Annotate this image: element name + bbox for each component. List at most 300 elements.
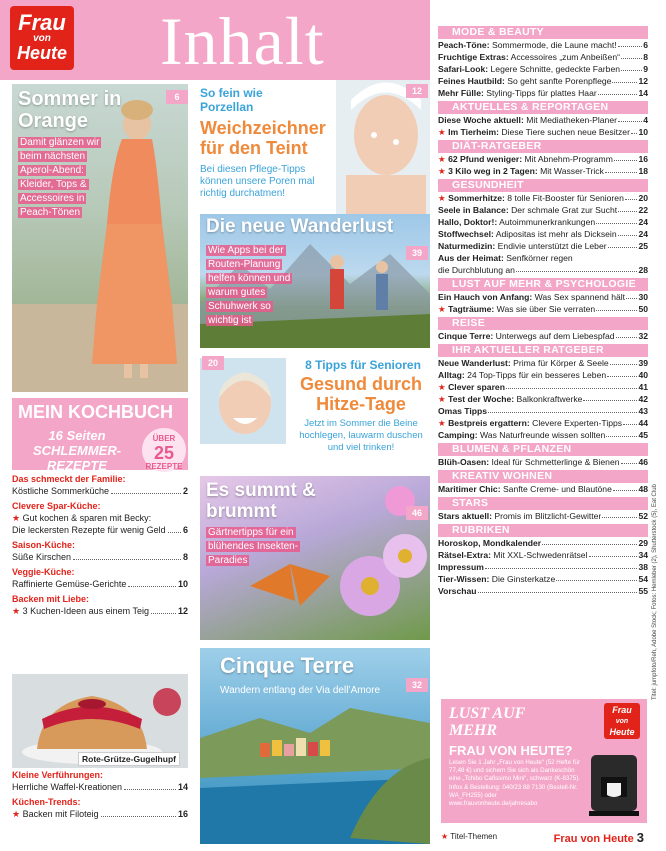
toc-row-desc: Prima für Körper & Seele	[510, 358, 609, 368]
leader-dots	[610, 357, 638, 365]
toc-row[interactable]	[438, 369, 648, 381]
toc-row-desc: Mit XXL-Schwedenrätsel	[491, 550, 588, 560]
toc-row-text	[438, 165, 604, 177]
toc-row[interactable]	[438, 561, 648, 573]
toc-row-desc: 24 Top-Tipps für ein besseres Leben	[464, 370, 607, 380]
page-number: 2	[182, 486, 188, 496]
leader-dots	[614, 153, 638, 161]
toc-section	[438, 278, 648, 315]
panel-title: Cinque Terre	[220, 653, 355, 678]
kochbuch-row-title: Raffinierte Gemüse-Gerichte	[12, 579, 127, 589]
leader-dots	[596, 216, 637, 224]
toc-section	[438, 317, 648, 342]
toc-row-keyword: Rätsel-Extra:	[438, 550, 492, 560]
toc-row-desc: Balkonkraftwerke	[514, 394, 583, 404]
toc-row-keyword: Stars aktuell:	[438, 511, 492, 521]
page-number-badge: 46	[406, 506, 428, 520]
toc-row-desc: 8 tolle Fit-Booster für Senioren	[504, 193, 624, 203]
toc-section-header: STARS	[438, 497, 648, 510]
leader-dots	[485, 561, 638, 569]
toc-row-desc: Accessoires „zum Anbeißen“	[508, 52, 620, 62]
toc-row-text	[438, 417, 622, 429]
toc-row[interactable]	[438, 165, 648, 177]
toc-row[interactable]	[438, 393, 648, 405]
toc-section	[438, 443, 648, 468]
toc-row-desc: Mit Abnehm-Programm	[522, 154, 613, 164]
toc-row-text	[438, 39, 617, 51]
toc-row-keyword: Tier-Wissen:	[438, 574, 490, 584]
page-number: 54	[638, 574, 648, 584]
toc-row-keyword: Blüh-Oasen:	[438, 457, 490, 467]
star-icon: ★	[438, 193, 449, 203]
leader-dots	[488, 405, 637, 413]
recipe-count-badge: ÜBER 25 REZEPTE	[142, 428, 186, 472]
toc-section	[438, 470, 648, 495]
kochbuch-row[interactable]	[12, 578, 188, 590]
panel-wanderlust[interactable]	[200, 214, 430, 348]
toc-row[interactable]	[438, 429, 648, 441]
toc-row-desc: Mit Wasser-Trick	[537, 166, 604, 176]
toc-row[interactable]	[438, 204, 648, 216]
toc-row[interactable]	[438, 264, 648, 276]
toc-section	[438, 524, 648, 597]
page-number: 50	[638, 304, 648, 314]
leader-dots	[151, 605, 176, 614]
toc-row[interactable]	[438, 252, 648, 264]
panel-kicker: 8 Tipps für Senioren	[305, 358, 421, 372]
leader-dots	[596, 303, 637, 311]
kochbuch-row-text	[12, 524, 166, 536]
page-number-badge: 39	[406, 246, 428, 260]
toc-row-keyword: Omas Tipps	[438, 406, 488, 416]
star-icon: ★	[441, 832, 449, 841]
toc-row-keyword: Sommerhitze:	[448, 193, 505, 203]
toc-row[interactable]	[438, 240, 648, 252]
toc-row[interactable]	[438, 87, 648, 99]
toc-row-desc: die Durchblutung an	[438, 265, 515, 275]
footer: Frau von Heute 3	[553, 830, 644, 845]
leader-dots	[618, 39, 643, 47]
toc-row-text	[438, 585, 477, 597]
leader-dots	[612, 75, 637, 83]
page-number: 25	[638, 241, 648, 251]
page-number: 12	[177, 606, 188, 616]
toc-row[interactable]	[438, 510, 648, 522]
toc-row[interactable]	[438, 381, 648, 393]
kochbuch-row-title: Die leckersten Rezepte für wenig Geld	[12, 525, 166, 535]
page-number: 48	[638, 484, 648, 494]
toc-row-text	[438, 369, 606, 381]
toc-row-desc: Sanfte Creme- und Blautöne	[500, 484, 612, 494]
leader-dots	[556, 573, 637, 581]
kochbuch-row[interactable]	[12, 524, 188, 536]
toc-row-text	[438, 192, 624, 204]
page-number: 4	[643, 115, 648, 125]
toc-row-keyword: Cinque Terre:	[438, 331, 494, 341]
toc-section-header: BLUMEN & PFLANZEN	[438, 443, 648, 456]
toc-row-text	[438, 264, 515, 276]
toc-section-header: RUBRIKEN	[438, 524, 648, 537]
toc-row-desc: Mit Mediatheken-Planer	[523, 115, 617, 125]
toc-row-text	[438, 483, 612, 495]
star-icon: ★	[438, 418, 449, 428]
toc-row-text	[438, 381, 505, 393]
toc-row-text	[438, 75, 611, 87]
toc-row-keyword: Test der Woche:	[448, 394, 515, 404]
page-number: 29	[638, 538, 648, 548]
toc-section	[438, 26, 648, 99]
kochbuch-list	[12, 473, 188, 617]
toc-row-text	[438, 204, 617, 216]
toc-section	[438, 140, 648, 177]
toc-row-text	[438, 63, 620, 75]
kochbuch-row-title: Herrliche Waffel-Kreationen	[12, 782, 123, 792]
ad-title: LUST AUF MEHR	[449, 705, 526, 739]
toc-row[interactable]	[438, 216, 648, 228]
toc-row[interactable]	[438, 456, 648, 468]
panel-subtitle: Gärtnertipps für ein blühendes Insekten-Paradies	[208, 527, 299, 566]
toc-row[interactable]	[438, 75, 648, 87]
toc-row-keyword: Aus der Heimat:	[438, 253, 504, 263]
toc-row[interactable]	[438, 114, 648, 126]
toc-row[interactable]	[438, 537, 648, 549]
toc-row-keyword: Tagträume:	[448, 304, 495, 314]
toc-row-keyword: Clever sparen	[448, 382, 505, 392]
page-number: 16	[638, 154, 648, 164]
toc-row[interactable]	[438, 330, 648, 342]
toc-row-keyword: Peach-Töne:	[438, 40, 490, 50]
kochbuch-row[interactable]	[12, 605, 188, 617]
toc-row-desc: Unterwegs auf dem Liebespfad	[493, 331, 615, 341]
leader-dots	[626, 291, 637, 299]
toc-row-text	[438, 303, 595, 315]
star-icon: ★	[12, 606, 23, 616]
leader-dots	[621, 456, 638, 464]
leader-dots	[124, 781, 176, 790]
toc-section-header: IHR AKTUELLER RATGEBER	[438, 344, 648, 357]
kochbuch-category: Küchen-Trends:	[12, 797, 81, 807]
page-number-badge: 12	[406, 84, 428, 98]
leader-dots	[631, 126, 638, 134]
kochbuch-category: Kleine Verführungen:	[12, 770, 104, 780]
leader-dots	[542, 537, 637, 545]
panel-title: Es summt & brummt	[206, 480, 316, 522]
star-icon: ★	[12, 513, 23, 523]
toc-row-keyword: Hallo, Doktor!:	[438, 217, 498, 227]
panel-subtitle: Jetzt im Sommer die Beine hochlegen, lauwarm duschen und viel trinken!	[299, 418, 423, 453]
toc-row[interactable]	[438, 291, 648, 303]
toc-row-desc: Was Naturfreunde wissen sollten	[477, 430, 606, 440]
kochbuch-row-title: Backen mit Filoteig	[22, 809, 99, 819]
toc-row[interactable]	[438, 63, 648, 75]
toc-row-text	[438, 291, 625, 303]
star-icon: ★	[12, 809, 23, 819]
kochbuch-row-text	[12, 485, 109, 497]
page-number: 3	[636, 830, 644, 845]
toc-row-desc: Was sie über Sie verraten	[494, 304, 596, 314]
leader-dots	[613, 483, 638, 491]
page-number: 40	[638, 370, 648, 380]
page-number: 30	[638, 292, 648, 302]
toc-row-desc: Endivie unterstützt die Leber	[495, 241, 607, 251]
leader-dots	[506, 381, 637, 389]
toc-row-text	[438, 573, 555, 585]
page-number: 45	[638, 430, 648, 440]
panel-sommer[interactable]	[12, 84, 188, 392]
toc-row-text	[438, 537, 541, 549]
star-icon: ★	[438, 154, 449, 164]
kochbuch-row-title: Gut kochen & sparen mit Becky:	[22, 513, 152, 523]
ad-question: FRAU VON HEUTE?	[449, 743, 573, 758]
page-number: 18	[638, 166, 648, 176]
page-number: 10	[638, 127, 648, 137]
toc-row-text	[438, 126, 630, 138]
toc-row[interactable]	[438, 405, 648, 417]
page-number: 28	[638, 265, 648, 275]
kochbuch-row[interactable]	[12, 781, 188, 793]
leader-dots	[516, 264, 638, 272]
leader-dots	[623, 417, 637, 425]
toc-row-text	[438, 510, 601, 522]
toc-row-text	[438, 429, 605, 441]
page-number: 42	[638, 394, 648, 404]
toc-row[interactable]	[438, 549, 648, 561]
kochbuch-row-text	[12, 578, 126, 590]
toc-row-text	[438, 561, 484, 573]
panel-porzellan[interactable]	[196, 80, 430, 214]
panel-senioren[interactable]	[200, 354, 430, 472]
toc-row-text	[438, 549, 588, 561]
toc-row[interactable]	[438, 573, 648, 585]
toc-row[interactable]	[438, 357, 648, 369]
page-number: 43	[638, 406, 648, 416]
toc-row-keyword: Naturmedizin:	[438, 241, 496, 251]
toc-row-keyword: Feines Hautbild:	[438, 76, 505, 86]
toc-row-desc: Autoimmunerkrankungen	[497, 217, 596, 227]
toc-row-desc: Styling-Tipps für plattes Haar	[483, 88, 597, 98]
toc-row[interactable]	[438, 126, 648, 138]
toc-row[interactable]	[438, 585, 648, 597]
photo-credit: Titel: jumpfoto/Reh, Adobe Stock; Fotos: Hemleber (2), Shutterstock (5), Eat Club	[652, 484, 658, 700]
toc-section-header: GESUNDHEIT	[438, 179, 648, 192]
toc-row-text	[438, 216, 595, 228]
leader-dots	[478, 585, 638, 593]
toc-row-keyword: Diese Woche aktuell:	[438, 115, 524, 125]
kochbuch-category: Clevere Spar-Küche:	[12, 501, 101, 511]
page-number: 41	[638, 382, 648, 392]
panel-summt[interactable]	[200, 476, 430, 640]
toc-row-keyword: Im Tierheim:	[448, 127, 500, 137]
page-number: 44	[638, 418, 648, 428]
coffee-machine-icon	[587, 753, 643, 817]
toc-row-keyword: Alltag:	[438, 370, 465, 380]
toc-row-keyword: Vorschau	[438, 586, 477, 596]
toc-row-keyword: 3 Kilo weg in 2 Tagen:	[448, 166, 538, 176]
toc-row-keyword: Camping:	[438, 430, 478, 440]
leader-dots	[606, 429, 637, 437]
ad-body: Lesen Sie 1 Jahr „Frau von Heute“ (52 Hefte für 77,48 €) und sichern Sie sich als Dankeschön eine „Tchibo Cafissimo Mini“, schwarz (K-8375). Infos & Bestellung: 040/23 88 7130 (Bestell-Nr. WA_FH255) oder www.frauvonheute.de/jahresabo	[449, 759, 581, 808]
kochbuch-row[interactable]	[12, 485, 188, 497]
star-icon: ★	[438, 127, 449, 137]
toc-row[interactable]	[438, 228, 648, 240]
toc-row-desc: Ideal für Schmetterlinge & Bienen	[489, 457, 620, 467]
leader-dots	[621, 63, 642, 71]
toc-row-keyword: Mehr Fülle:	[438, 88, 484, 98]
leader-dots	[618, 114, 642, 122]
page-number: 8	[182, 552, 188, 562]
legend: ★ Titel-Themen	[441, 832, 498, 841]
page-number: 9	[643, 64, 648, 74]
page-number: 16	[177, 809, 188, 819]
table-of-contents	[438, 26, 648, 599]
leader-dots	[73, 551, 181, 560]
toc-row-keyword: Ein Hauch von Anfang:	[438, 292, 533, 302]
toc-row[interactable]	[438, 51, 648, 63]
toc-row-text	[438, 87, 597, 99]
page-number: 14	[638, 88, 648, 98]
toc-section-header: REISE	[438, 317, 648, 330]
cake-label: Rote-Grütze-Gugelhupf	[78, 752, 180, 766]
kochbuch-title: MEIN KOCHBUCH	[12, 398, 188, 426]
toc-section-header: MODE & BEAUTY	[438, 26, 648, 39]
leader-dots	[616, 330, 638, 338]
leader-dots	[625, 192, 638, 200]
leader-dots	[111, 485, 181, 494]
panel-subtitle: Damit glänzen wir beim nächsten Aperol-Abend: Kleider, Tops & Accessoires in Peach-Tönen	[20, 137, 100, 218]
toc-row-keyword: Stoffwechsel:	[438, 229, 494, 239]
star-icon: ★	[438, 394, 449, 404]
page-number: 22	[638, 205, 648, 215]
toc-row-desc: Der schmale Grat zur Sucht	[508, 205, 618, 215]
page-number: 8	[643, 52, 648, 62]
toc-row-desc: Senfkörner regen	[503, 253, 573, 263]
toc-row[interactable]	[438, 483, 648, 495]
kochbuch-row-title: 3 Kuchen-Ideen aus einem Teig	[22, 606, 149, 616]
page-number: 38	[638, 562, 648, 572]
page-title: Inhalt	[160, 3, 325, 79]
kochbuch-row-text	[12, 512, 151, 524]
frau-von-heute-logo: Frau von Heute	[10, 6, 74, 70]
toc-row-text	[438, 228, 617, 240]
leader-dots	[605, 165, 638, 173]
toc-row-keyword: Horoskop, Mondkalender	[438, 538, 542, 548]
leader-dots	[618, 228, 638, 236]
panel-subtitle: Wandern entlang der Via dell’Amore	[220, 685, 381, 696]
page-number: 6	[643, 40, 648, 50]
toc-row-desc: Promis im Blitzlicht-Gewitter	[491, 511, 602, 521]
leader-dots	[589, 549, 638, 557]
kochbuch-list-2	[12, 766, 188, 820]
kochbuch-row[interactable]	[12, 808, 188, 820]
cake-photo	[12, 674, 188, 768]
toc-row-desc: So geht sanfte Porenpflege	[504, 76, 612, 86]
page-number-badge: 6	[166, 90, 188, 104]
panel-title: Sommer in Orange	[18, 88, 122, 132]
page-number: 34	[638, 550, 648, 560]
toc-row[interactable]	[438, 303, 648, 315]
toc-row-text	[438, 153, 613, 165]
page-number-badge: 20	[202, 356, 224, 370]
toc-row[interactable]	[438, 39, 648, 51]
leader-dots	[607, 369, 637, 377]
toc-row[interactable]	[438, 192, 648, 204]
page-number-badge: 32	[406, 678, 428, 692]
page-number: 6	[182, 525, 188, 535]
toc-row-desc: Clevere Experten-Tipps	[529, 418, 623, 428]
page-number: 24	[638, 229, 648, 239]
leader-dots	[583, 393, 637, 401]
toc-row-text	[438, 405, 487, 417]
toc-row-desc: Die Ginsterkatze	[489, 574, 556, 584]
page-number: 39	[638, 358, 648, 368]
toc-row-keyword: Fruchtige Extras:	[438, 52, 509, 62]
page-number: 46	[638, 457, 648, 467]
panel-cinque[interactable]	[200, 648, 430, 844]
kochbuch-row-text	[12, 551, 71, 563]
toc-row[interactable]	[438, 153, 648, 165]
toc-row-keyword: Seele in Balance:	[438, 205, 509, 215]
kochbuch-category: Das schmeckt der Familie:	[12, 474, 126, 484]
page-number: 20	[638, 193, 648, 203]
page-number: 55	[638, 586, 648, 596]
leader-dots	[608, 240, 638, 248]
toc-row-keyword: Safari-Look:	[438, 64, 489, 74]
toc-section-header: AKTUELLES & REPORTAGEN	[438, 101, 648, 114]
leader-dots	[168, 524, 181, 533]
kochbuch-row-title: Köstliche Sommerküche	[12, 486, 110, 496]
toc-row-text	[438, 240, 607, 252]
toc-row[interactable]	[438, 417, 648, 429]
toc-row-text	[438, 357, 609, 369]
panel-title: Gesund durch Hitze-Tage	[299, 374, 422, 414]
panel-subtitle: Bei diesen Pflege-Tipps können unsere Poren mal richtig durchatmen!	[200, 164, 315, 199]
toc-section-header: LUST AUF MEHR & PSYCHOLOGIE	[438, 278, 648, 291]
page-number: 12	[638, 76, 648, 86]
toc-row-text	[438, 252, 573, 264]
leader-dots	[618, 204, 637, 212]
toc-section	[438, 179, 648, 276]
kochbuch-row[interactable]	[12, 551, 188, 563]
ad-logo: Frau von Heute	[604, 703, 640, 739]
kochbuch-row-text	[12, 605, 149, 617]
leader-dots	[598, 87, 638, 95]
kochbuch-row[interactable]	[12, 512, 188, 524]
toc-row-desc: Sommermode, die Laune macht!	[489, 40, 617, 50]
toc-row-keyword: Bestpreis ergattern:	[448, 418, 530, 428]
leader-dots	[602, 510, 637, 518]
toc-row-text	[438, 330, 615, 342]
kochbuch-subtitle: 16 Seiten SCHLEMMER-REZEPTE	[12, 426, 188, 470]
panel-subtitle: Wie Apps bei der Routen-Planung helfen können und warum gutes Schuhwerk so wichtig ist	[208, 245, 291, 326]
toc-row-keyword: 62 Pfund weniger:	[448, 154, 523, 164]
toc-row-desc: Legere Schnitte, gedeckte Farben	[488, 64, 620, 74]
toc-row-desc: Diese Tiere suchen neue Besitzer	[499, 127, 630, 137]
panel-title: Weichzeichner für den Teint	[200, 118, 326, 158]
page-number: 10	[177, 579, 188, 589]
toc-row-desc: Adipositas ist mehr als Dicksein	[493, 229, 617, 239]
toc-row-text	[438, 393, 582, 405]
kochbuch-category: Backen mit Liebe:	[12, 594, 90, 604]
leader-dots	[101, 808, 176, 817]
panel-kicker: So fein wie Porzellan	[200, 86, 263, 114]
toc-row-text	[438, 114, 617, 126]
toc-row-text	[438, 456, 620, 468]
star-icon: ★	[438, 304, 449, 314]
kochbuch-row-title: Süße Kirschen	[12, 552, 72, 562]
kochbuch-row-text	[12, 781, 122, 793]
page-number: 52	[638, 511, 648, 521]
toc-section	[438, 101, 648, 138]
